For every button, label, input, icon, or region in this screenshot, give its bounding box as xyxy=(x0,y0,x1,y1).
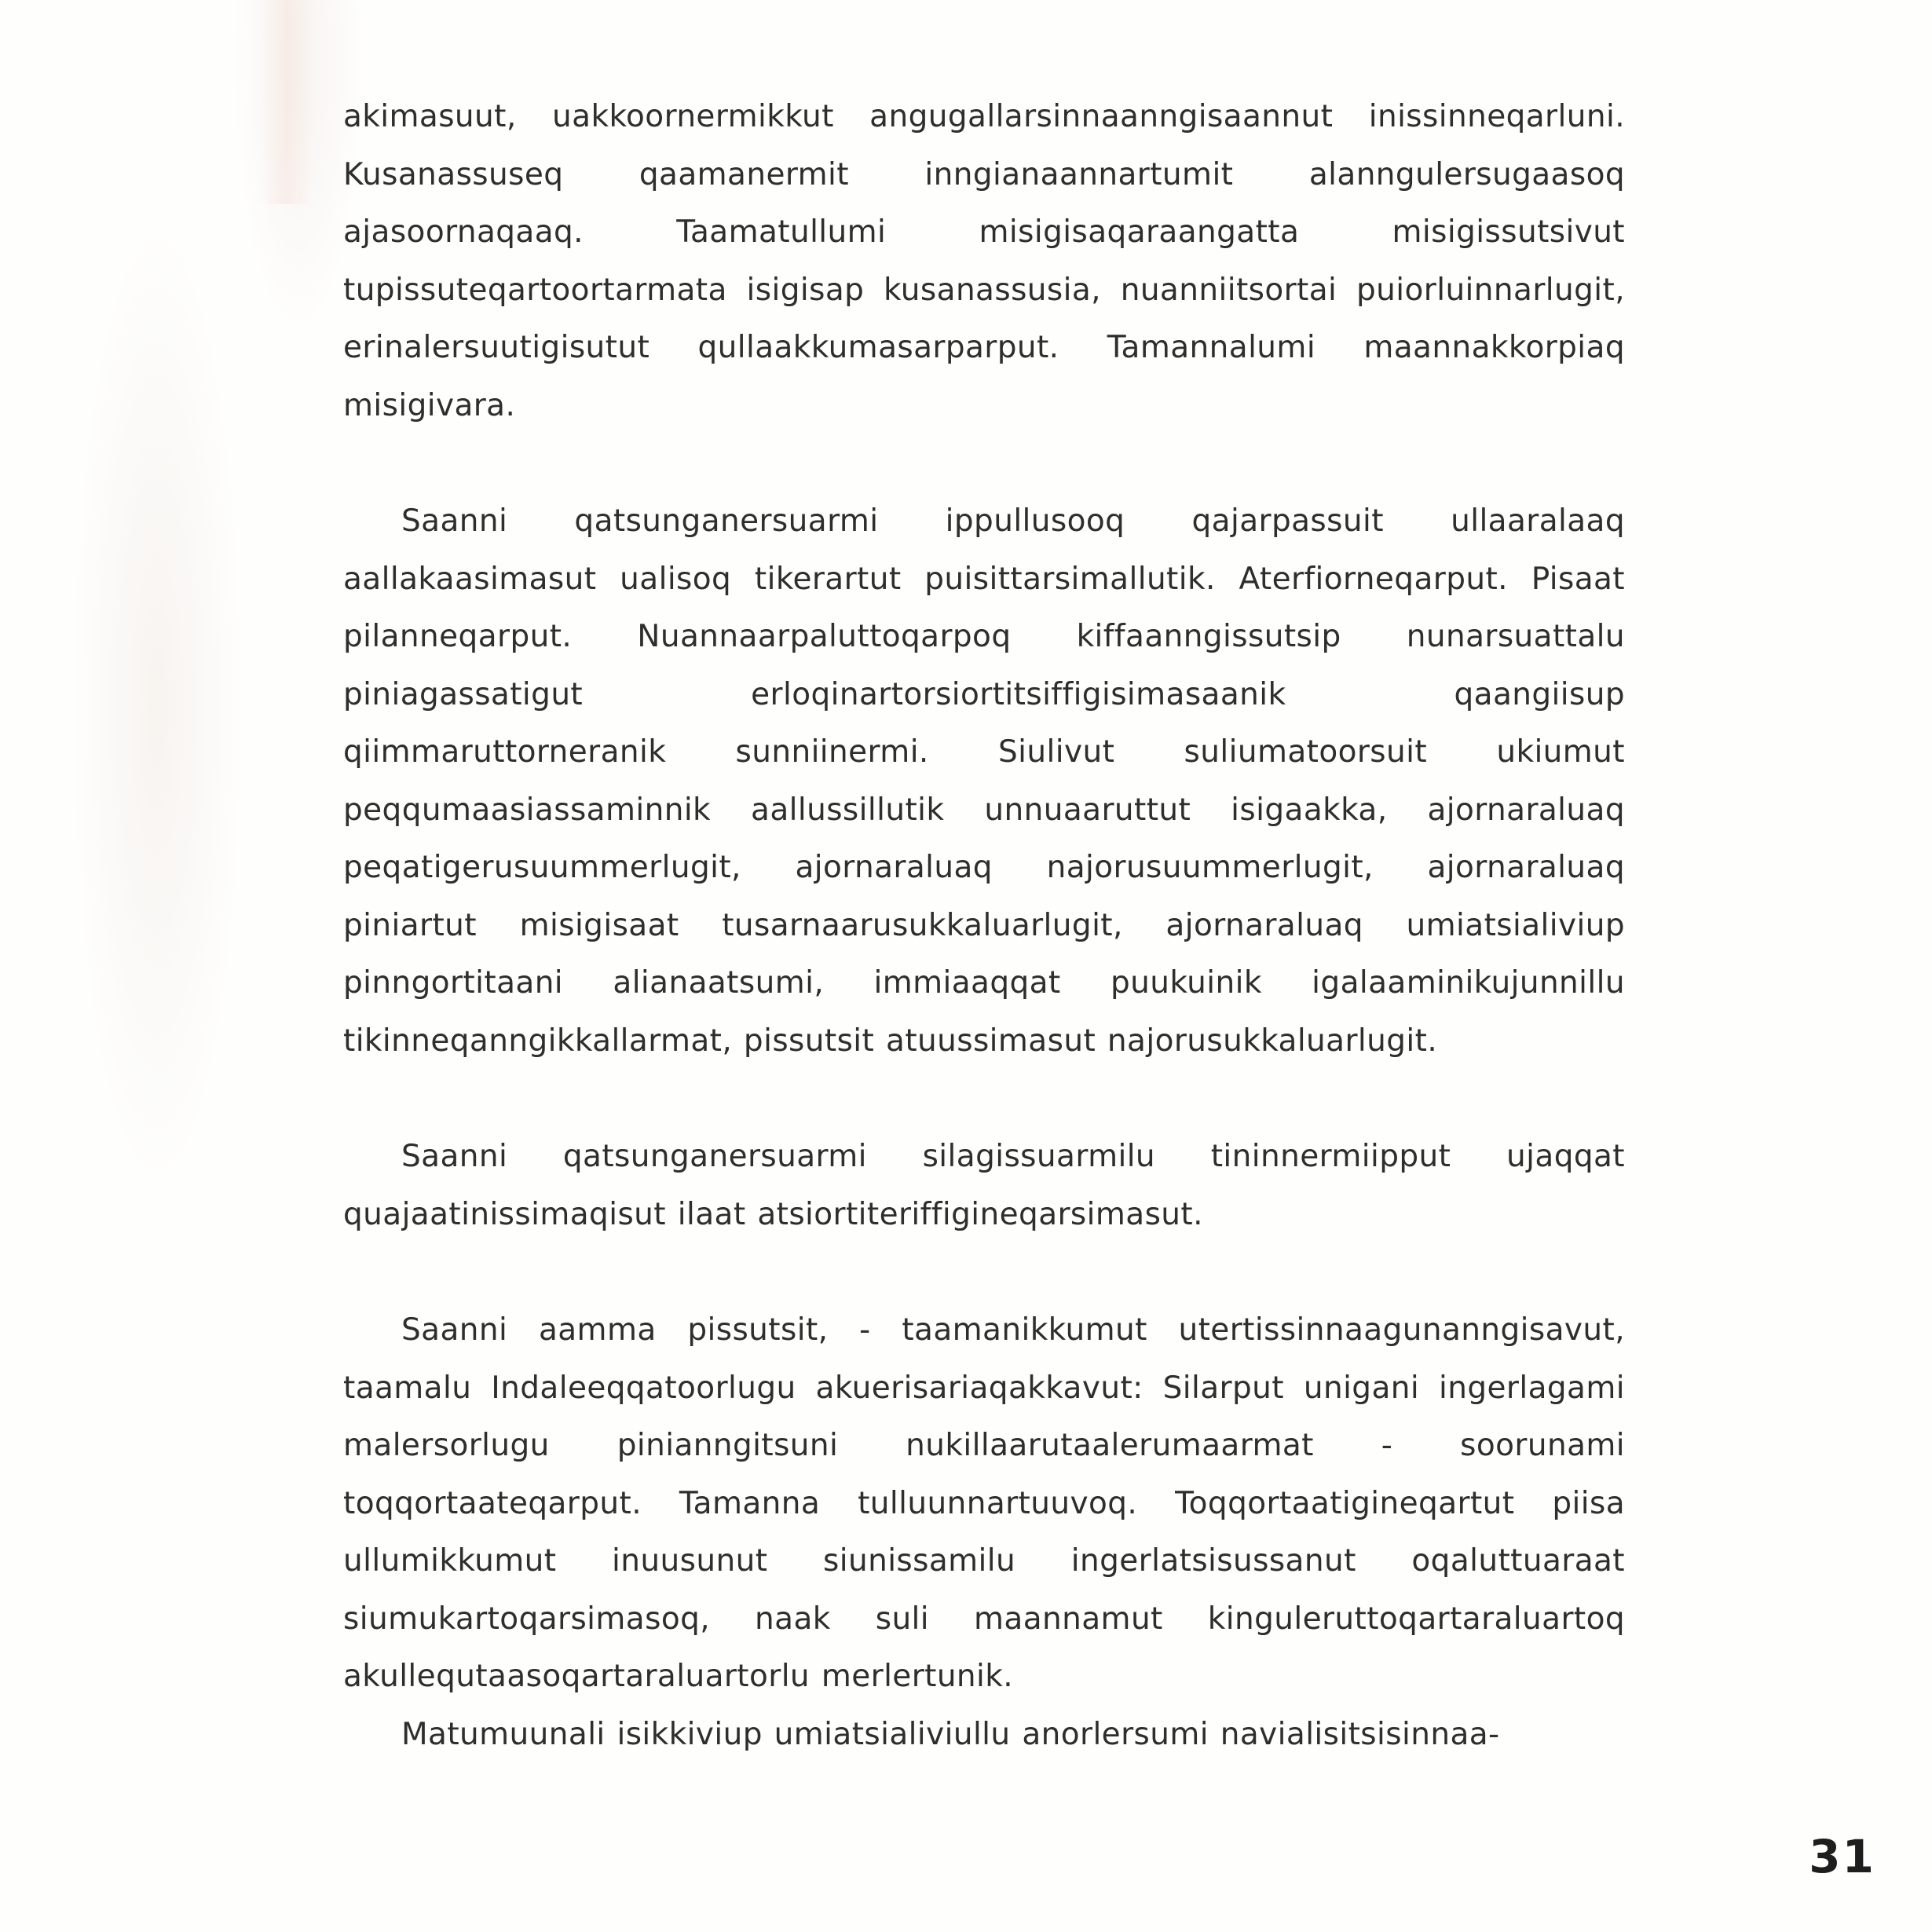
paragraph-2: Saanni qatsunganersuarmi ippullusooq qajarpassuit ullaaralaaq aallakaasimasut ualisoq tikerartut puisittarsimallutik. Aterfiorneqarput. Pisaat pilanneqarput. Nuannaarpaluttoqarpoq kiffaanngissutsip nunarsuattalu piniagassatigut erloqinartorsiortitsiffigisimasaanik qaangiisup qiimmaruttorneranik sunniinermi. Siulivut suliumatoorsuit ukiumut peqqumaasiassaminnik aallussillutik unnuaaruttut isigaakka, ajornaraluaq peqatigerusuummerlugit, ajornaraluaq najorusuummerlugit, ajornaraluaq piniartut misigisaat tusarnaarusukkaluarlugit, ajornaraluaq umiatsialiviup pinngortitaani alianaatsumi, immiaaqqat puukuinik igalaaminikujunnillu tikinneqanngikkallarmat, pissutsit atuussimasut najorusukkaluarlugit. xyxy=(343,503,1625,1059)
page-shading xyxy=(259,0,314,204)
page-number: 31 xyxy=(1809,1830,1875,1883)
body-text xyxy=(343,88,1625,1763)
paragraph-1: akimasuut, uakkoornermikkut angugallarsinnaanngisaannut inissinneqarluni. Kusanassuseq qaamanermit inngianaannartumit alanngulersugaasoq ajasoornaqaaq. Taamatullumi misigisaqaraangatta misigissutsivut tupissuteqartoortarmata isigisap kusanassusia, nuanniitsortai puiorluinnarlugit, erinalersuutigisutut qullaakkumasarparput. Tamannalumi maannakkorpiaq misigivara. xyxy=(343,99,1625,423)
paragraph-3: Saanni qatsunganersuarmi silagissuarmilu tininnermiipput ujaqqat quajaatinissimaqisut ilaat atsiortiteriffigineqarsimasut. xyxy=(343,1139,1625,1232)
paragraph-5: Matumuunali isikkiviup umiatsialiviullu anorlersumi navialisitsisinnaa- xyxy=(401,1716,1500,1752)
paragraph-4: Saanni aamma pissutsit, - taamanikkumut utertissinnaagunanngisavut, taamalu Indaleeqqatoorlugu akuerisariaqakkavut: Silarput unigani ingerlagami malersorlugu pinianngitsuni nukillaarutaalerumaarmat - soorunami toqqortaateqarput. Tamanna tulluunnartuuvoq. Toqqortaatigineqartut piisa ullumikkumut inuusunut siunissamilu ingerlatsisussanut oqaluttuaraat siumukartoqarsimasoq, naak suli maannamut kinguleruttoqartaraluartoq akullequtaasoqartaraluartorlu merlertunik. xyxy=(343,1312,1625,1694)
